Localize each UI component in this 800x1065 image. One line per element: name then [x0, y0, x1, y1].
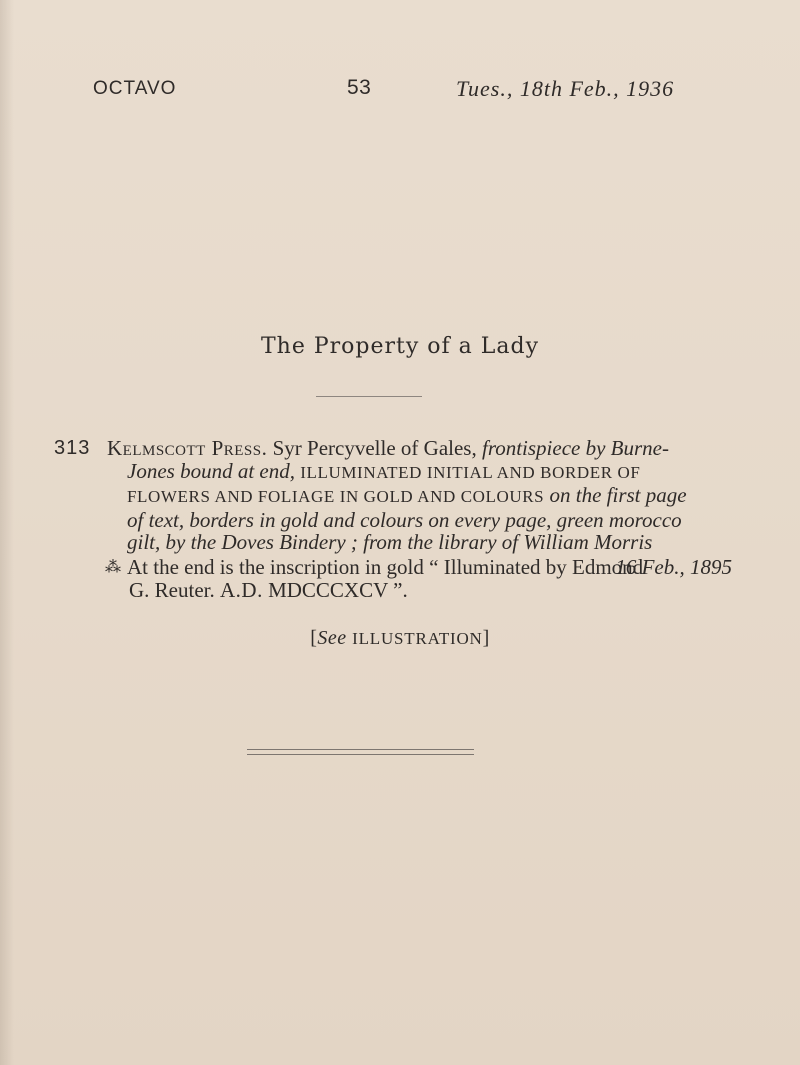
- inscription-note: [105, 556, 745, 601]
- see-illustration: [See ILLUSTRATION]: [310, 627, 490, 649]
- press-name: Kelmscott Press.: [107, 436, 268, 460]
- lot-line-1: [107, 437, 744, 460]
- header-date: Tues., 18th Feb., 1936: [456, 76, 675, 101]
- lot-line-2: Jones bound at end, ILLUMINATED INITIAL AND BORDER OF: [127, 458, 641, 483]
- lot-line-4: of text, borders in gold and colours on every page, green morocco: [127, 507, 682, 532]
- lot-number: 313: [54, 437, 91, 459]
- lot-line-5: gilt, by the Doves Bindery ; from the library of William Morris: [127, 530, 653, 554]
- page-number: 53: [347, 76, 372, 99]
- frontispiece-note: frontispiece by Burne-: [481, 436, 669, 460]
- closing-double-rule: [247, 749, 474, 755]
- lot-title: Syr Percyvelle of Gales,: [272, 436, 477, 460]
- asterism-icon: ⁂: [105, 559, 119, 576]
- heading-rule: [316, 396, 422, 397]
- section-heading: The Property of a Lady: [260, 334, 540, 359]
- header-format: OCTAVO: [93, 78, 177, 99]
- note-line-1: ⁂ At the end is the inscription in gold “ Illuminated by Edmond: [105, 555, 644, 579]
- lot-line-3: FLOWERS AND FOLIAGE IN GOLD AND COLOURS on the first page: [127, 483, 687, 507]
- lot-date: 16 Feb., 1895: [615, 554, 732, 579]
- page-edge-shadow: [0, 0, 14, 1065]
- note-line-2: G. Reuter. A.D. MDCCCXCV ”.: [129, 578, 408, 602]
